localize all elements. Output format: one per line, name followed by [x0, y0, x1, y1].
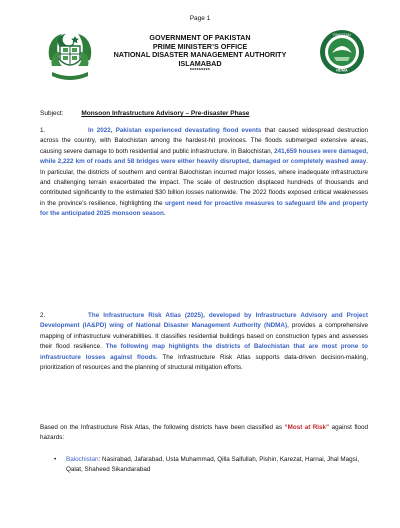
paragraph-1: [40, 126, 368, 220]
para2-text-b: The Infrastructure Risk Atlas supports data-driven decision-making, prioritization of resources and the planning of structural mitigation efforts.: [40, 353, 368, 372]
subject-line: [40, 110, 249, 117]
para1-highlight-urgency: urgent need for proactive measures to safeguard life and property for the anticipated 2025 monsoon season.: [40, 199, 369, 218]
header-line-authority: NATIONAL DISASTER MANAGEMENT AUTHORITY: [113, 50, 287, 60]
para1-highlight-intro: In 2022, Pakistan experienced devastating flood events: [88, 127, 262, 134]
subject-value: Monsoon Infrastructure Advisory – Pre-disaster Phase: [81, 110, 250, 117]
para2-text-a: , provides a comprehensive mapping of infrastructure vulnerabilities. It classifies residential buildings based on construction types and assesses their flood resilience.: [40, 322, 368, 351]
header-line-government: GOVERNMENT OF PAKISTAN: [149, 33, 251, 42]
list-item: [54, 455, 364, 476]
header-line-office: PRIME MINISTER’S OFFICE: [152, 41, 248, 51]
page-number: Page 1: [189, 15, 211, 22]
para1-highlight-damage: 241,659 houses were damaged, while 2,222 km of roads and 58 bridges were either heavily disrupted, damaged or completely washed away: [40, 147, 368, 166]
paragraph-1-number: 1.: [40, 127, 46, 134]
para3-text-b: against flood hazards:: [40, 424, 368, 442]
para2-highlight-atlas: The Infrastructure Risk Atlas (2025), developed by Infrastructure Advisory and Project Development (IA&PD) wing of National Disaster Management Authority (NDMA): [40, 312, 368, 330]
bullet-icon: •: [54, 456, 57, 463]
bullet-districts: : Nasirabad, Jafarabad, Usta Muhammad, Qilla Saifullah, Pishin, Karezat, Harnai, Jhal Magsi, Qalat, Shaheed Sikandarabad: [66, 456, 359, 474]
header-stars: *********: [189, 68, 211, 75]
paragraph-3: [40, 423, 368, 444]
para3-most-at-risk: “Most at Risk”: [284, 424, 330, 431]
header-line-city: ISLAMABAD: [178, 58, 222, 68]
ndma-logo-icon: [319, 29, 365, 75]
logo-text-top: PAKISTAN: [333, 33, 351, 38]
paragraph-2-number: 2.: [40, 312, 46, 319]
bullet-province: Balochistan: [66, 456, 99, 463]
para2-highlight-map: The following map highlights the districts of Balochistan that are most prone to infrastructure losses against floods.: [40, 343, 368, 361]
paragraph-2: [40, 311, 368, 373]
subject-label: Subject:: [40, 110, 64, 117]
logo-text-bottom: NDMA: [336, 68, 348, 73]
para3-text-a: Based on the Infrastructure Risk Atlas, the following districts have been classified as: [40, 424, 285, 431]
para1-text-a: that caused widespread destruction across the country, with Balochistan among the hardest-hit provinces. The floods submerged extensive areas, causing severe damage to both residential and public infrastructure. In Balochistan,: [40, 127, 369, 155]
para1-text-b: . In particular, the districts of southern and central Balochistan incurred major losses, where inadequate infrastructure and challenging terrain exacerbated the impact. The scale of destruction displaced hundreds of thousands and contributed significantly to the estimated $30 billion losses nationwide. The 2022 floods exposed critical weaknesses in the province’s resilience, highlighting the: [40, 158, 368, 207]
